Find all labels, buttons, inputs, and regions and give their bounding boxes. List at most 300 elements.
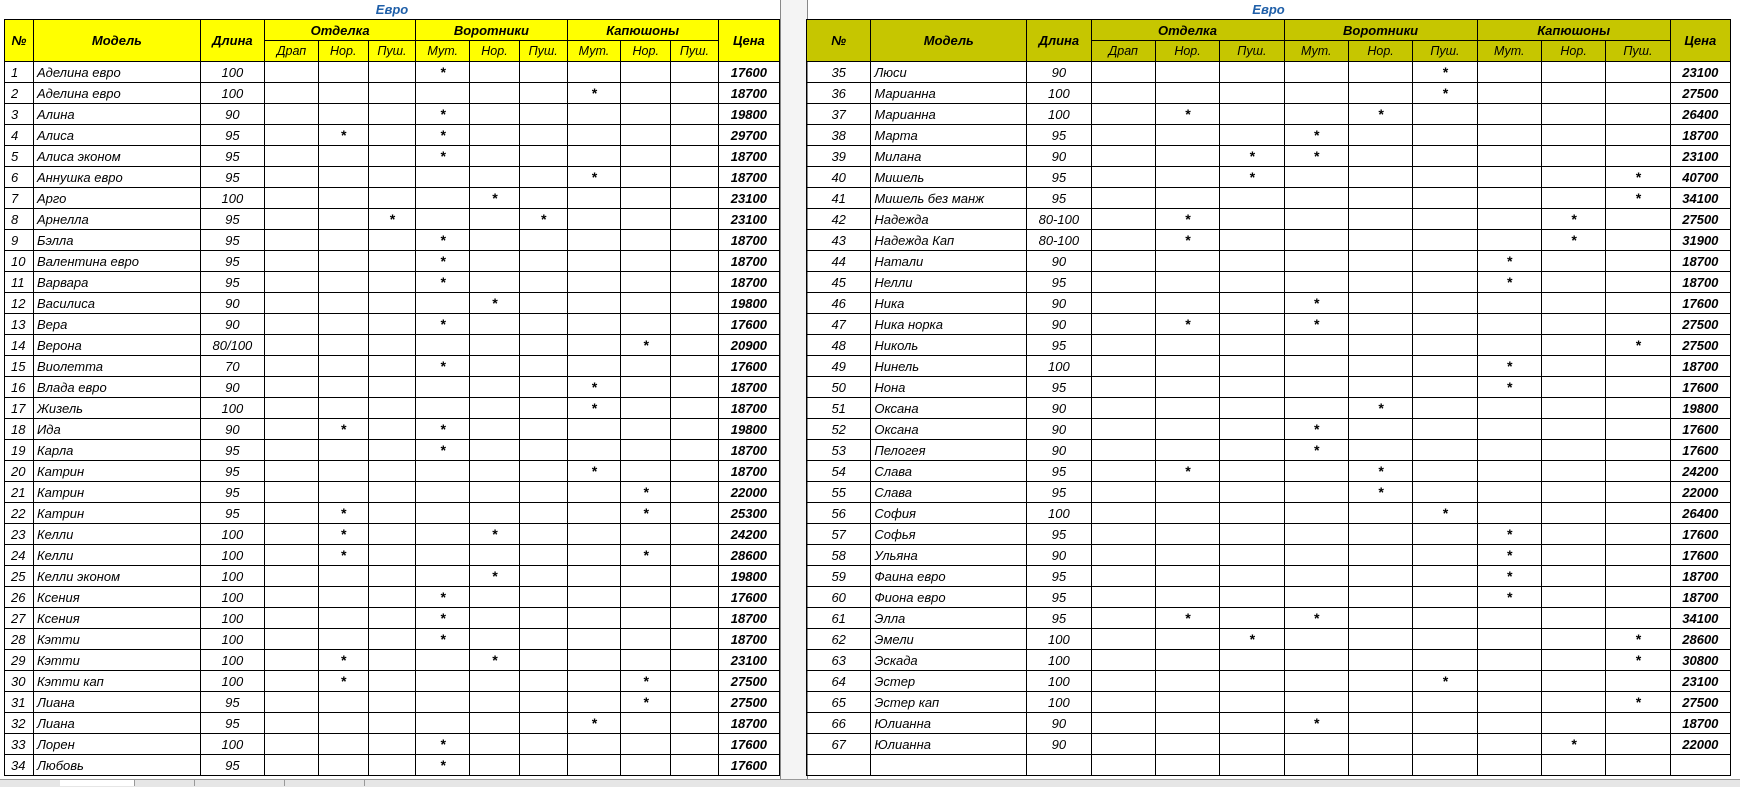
cell-option[interactable] — [567, 356, 621, 377]
cell-option[interactable]: * — [1220, 167, 1284, 188]
cell-option[interactable] — [519, 62, 567, 83]
cell-price[interactable]: 19800 — [718, 104, 779, 125]
cell-price[interactable]: 18700 — [1670, 125, 1730, 146]
cell-option[interactable] — [265, 377, 319, 398]
cell-option[interactable] — [1606, 293, 1670, 314]
cell-option[interactable] — [318, 356, 368, 377]
cell-option[interactable] — [368, 755, 416, 776]
cell-option[interactable]: * — [1606, 188, 1670, 209]
cell-number[interactable]: 24 — [5, 545, 34, 566]
cell-price[interactable]: 17600 — [1670, 440, 1730, 461]
cell-option[interactable] — [470, 104, 520, 125]
cell-option[interactable] — [621, 713, 671, 734]
cell-option[interactable] — [1284, 377, 1348, 398]
cell-model[interactable]: Надежда Кап — [871, 230, 1027, 251]
cell-option[interactable]: * — [1477, 251, 1541, 272]
cell-length[interactable]: 90 — [1027, 293, 1091, 314]
cell-option[interactable] — [1091, 524, 1155, 545]
cell-option[interactable]: * — [416, 629, 470, 650]
cell-number[interactable]: 47 — [807, 314, 871, 335]
cell-option[interactable] — [1477, 608, 1541, 629]
cell-number[interactable]: 4 — [5, 125, 34, 146]
cell-option[interactable] — [1477, 419, 1541, 440]
cell-option[interactable] — [1477, 482, 1541, 503]
cell-option[interactable] — [1284, 755, 1348, 776]
cell-option[interactable] — [621, 251, 671, 272]
cell-option[interactable] — [1413, 755, 1477, 776]
cell-option[interactable] — [368, 545, 416, 566]
cell-option[interactable] — [1541, 125, 1605, 146]
cell-length[interactable]: 95 — [200, 440, 264, 461]
cell-option[interactable] — [671, 419, 719, 440]
cell-option[interactable] — [621, 440, 671, 461]
cell-option[interactable] — [1220, 62, 1284, 83]
cell-price[interactable]: 27500 — [718, 692, 779, 713]
cell-model[interactable]: Эскада — [871, 650, 1027, 671]
cell-option[interactable] — [1155, 62, 1219, 83]
cell-length[interactable]: 90 — [200, 419, 264, 440]
cell-option[interactable]: * — [1155, 230, 1219, 251]
cell-option[interactable] — [1606, 461, 1670, 482]
column-header-model[interactable]: Модель — [871, 20, 1027, 62]
cell-option[interactable] — [1477, 104, 1541, 125]
cell-option[interactable] — [1155, 587, 1219, 608]
cell-option[interactable] — [1413, 650, 1477, 671]
cell-option[interactable] — [470, 608, 520, 629]
cell-option[interactable] — [671, 335, 719, 356]
cell-option[interactable]: * — [1477, 524, 1541, 545]
cell-option[interactable] — [1413, 566, 1477, 587]
cell-option[interactable] — [567, 692, 621, 713]
cell-price[interactable]: 20900 — [718, 335, 779, 356]
cell-model[interactable]: Любовь — [34, 755, 201, 776]
cell-option[interactable] — [1541, 566, 1605, 587]
cell-option[interactable] — [416, 398, 470, 419]
cell-option[interactable] — [567, 419, 621, 440]
cell-option[interactable]: * — [470, 524, 520, 545]
cell-option[interactable] — [1541, 482, 1605, 503]
cell-option[interactable]: * — [470, 650, 520, 671]
cell-option[interactable] — [318, 587, 368, 608]
cell-option[interactable] — [1477, 755, 1541, 776]
cell-number[interactable]: 54 — [807, 461, 871, 482]
cell-option[interactable]: * — [567, 713, 621, 734]
cell-option[interactable] — [1541, 440, 1605, 461]
cell-option[interactable] — [1348, 377, 1412, 398]
cell-option[interactable] — [1606, 503, 1670, 524]
cell-option[interactable] — [1220, 650, 1284, 671]
cell-option[interactable] — [1477, 293, 1541, 314]
cell-option[interactable] — [1155, 272, 1219, 293]
cell-option[interactable]: * — [318, 503, 368, 524]
cell-model[interactable]: Лиана — [34, 713, 201, 734]
cell-option[interactable]: * — [1284, 125, 1348, 146]
cell-option[interactable] — [621, 293, 671, 314]
cell-model[interactable]: Алиса — [34, 125, 201, 146]
cell-option[interactable]: * — [368, 209, 416, 230]
cell-number[interactable]: 37 — [807, 104, 871, 125]
cell-option[interactable] — [1541, 377, 1605, 398]
cell-model[interactable]: Карла — [34, 440, 201, 461]
cell-length[interactable]: 100 — [200, 608, 264, 629]
cell-option[interactable] — [1348, 629, 1412, 650]
cell-option[interactable] — [265, 293, 319, 314]
cell-option[interactable] — [1091, 566, 1155, 587]
cell-option[interactable] — [265, 629, 319, 650]
cell-option[interactable] — [1220, 524, 1284, 545]
cell-price[interactable]: 18700 — [1670, 356, 1730, 377]
cell-option[interactable]: * — [1477, 377, 1541, 398]
cell-option[interactable] — [519, 545, 567, 566]
column-subheader[interactable]: Нор. — [1348, 41, 1412, 62]
cell-option[interactable] — [1541, 167, 1605, 188]
cell-option[interactable] — [567, 209, 621, 230]
cell-length[interactable]: 100 — [200, 650, 264, 671]
cell-option[interactable]: * — [470, 188, 520, 209]
cell-option[interactable] — [1477, 146, 1541, 167]
cell-option[interactable] — [1348, 566, 1412, 587]
cell-option[interactable] — [265, 251, 319, 272]
cell-option[interactable] — [1220, 377, 1284, 398]
cell-option[interactable] — [318, 104, 368, 125]
cell-option[interactable] — [621, 62, 671, 83]
cell-length[interactable]: 95 — [1027, 167, 1091, 188]
cell-number[interactable]: 44 — [807, 251, 871, 272]
cell-number[interactable]: 31 — [5, 692, 34, 713]
cell-option[interactable]: * — [1284, 419, 1348, 440]
cell-number[interactable]: 38 — [807, 125, 871, 146]
cell-option[interactable]: * — [1477, 545, 1541, 566]
cell-option[interactable] — [1477, 188, 1541, 209]
cell-option[interactable] — [1091, 356, 1155, 377]
cell-option[interactable] — [1541, 419, 1605, 440]
cell-option[interactable] — [1606, 146, 1670, 167]
cell-option[interactable]: * — [1413, 62, 1477, 83]
cell-option[interactable] — [318, 734, 368, 755]
cell-option[interactable] — [1477, 671, 1541, 692]
cell-option[interactable] — [671, 650, 719, 671]
cell-option[interactable] — [567, 293, 621, 314]
cell-option[interactable] — [318, 209, 368, 230]
cell-length[interactable]: 95 — [200, 272, 264, 293]
cell-option[interactable] — [1413, 524, 1477, 545]
cell-option[interactable] — [1477, 503, 1541, 524]
cell-option[interactable] — [1477, 83, 1541, 104]
cell-number[interactable]: 3 — [5, 104, 34, 125]
cell-option[interactable]: * — [318, 524, 368, 545]
cell-option[interactable] — [671, 62, 719, 83]
cell-option[interactable] — [1413, 692, 1477, 713]
cell-option[interactable]: * — [1284, 608, 1348, 629]
cell-option[interactable] — [1348, 356, 1412, 377]
cell-length[interactable]: 95 — [200, 461, 264, 482]
cell-option[interactable] — [1091, 503, 1155, 524]
cell-price[interactable]: 28600 — [1670, 629, 1730, 650]
cell-option[interactable] — [1284, 167, 1348, 188]
cell-price[interactable]: 19800 — [718, 293, 779, 314]
cell-option[interactable] — [1284, 104, 1348, 125]
sheet-tab[interactable] — [194, 780, 285, 786]
column-subheader[interactable]: Пуш. — [1606, 41, 1670, 62]
cell-option[interactable] — [1477, 209, 1541, 230]
cell-length[interactable]: 90 — [200, 104, 264, 125]
cell-number[interactable]: 39 — [807, 146, 871, 167]
cell-price[interactable]: 18700 — [718, 398, 779, 419]
cell-option[interactable] — [265, 230, 319, 251]
cell-option[interactable] — [1220, 230, 1284, 251]
cell-option[interactable]: * — [1155, 209, 1219, 230]
cell-option[interactable] — [1477, 230, 1541, 251]
cell-model[interactable]: Аделина евро — [34, 83, 201, 104]
cell-option[interactable] — [671, 566, 719, 587]
cell-option[interactable] — [621, 608, 671, 629]
cell-number[interactable]: 36 — [807, 83, 871, 104]
cell-price[interactable]: 17600 — [718, 587, 779, 608]
cell-option[interactable] — [1220, 692, 1284, 713]
cell-option[interactable] — [1413, 104, 1477, 125]
cell-option[interactable] — [621, 272, 671, 293]
cell-option[interactable]: * — [1413, 503, 1477, 524]
cell-option[interactable] — [416, 650, 470, 671]
cell-option[interactable] — [519, 356, 567, 377]
cell-length[interactable]: 95 — [200, 167, 264, 188]
cell-option[interactable] — [470, 314, 520, 335]
cell-number[interactable]: 59 — [807, 566, 871, 587]
cell-option[interactable] — [671, 293, 719, 314]
cell-option[interactable] — [1477, 314, 1541, 335]
cell-option[interactable] — [265, 356, 319, 377]
cell-option[interactable] — [416, 83, 470, 104]
cell-option[interactable] — [1155, 734, 1219, 755]
cell-option[interactable] — [1220, 419, 1284, 440]
cell-model[interactable]: Люси — [871, 62, 1027, 83]
cell-length[interactable]: 90 — [1027, 419, 1091, 440]
cell-length[interactable]: 90 — [1027, 713, 1091, 734]
cell-length[interactable]: 100 — [200, 629, 264, 650]
cell-option[interactable]: * — [416, 104, 470, 125]
cell-option[interactable] — [265, 650, 319, 671]
cell-option[interactable] — [368, 419, 416, 440]
column-subheader[interactable]: Нор. — [1155, 41, 1219, 62]
cell-option[interactable] — [1541, 650, 1605, 671]
cell-option[interactable]: * — [1155, 314, 1219, 335]
cell-length[interactable]: 100 — [1027, 503, 1091, 524]
cell-option[interactable] — [567, 146, 621, 167]
cell-price[interactable]: 18700 — [1670, 566, 1730, 587]
cell-option[interactable] — [519, 482, 567, 503]
cell-model[interactable]: Кэтти кап — [34, 671, 201, 692]
cell-option[interactable] — [519, 125, 567, 146]
cell-length[interactable]: 80/100 — [200, 335, 264, 356]
cell-option[interactable] — [265, 671, 319, 692]
cell-option[interactable] — [1220, 608, 1284, 629]
cell-option[interactable] — [1155, 83, 1219, 104]
cell-number[interactable]: 22 — [5, 503, 34, 524]
cell-option[interactable] — [621, 629, 671, 650]
cell-option[interactable] — [1477, 125, 1541, 146]
cell-option[interactable] — [368, 251, 416, 272]
cell-option[interactable] — [519, 608, 567, 629]
cell-option[interactable] — [1284, 734, 1348, 755]
cell-option[interactable]: * — [1284, 314, 1348, 335]
cell-option[interactable] — [1541, 587, 1605, 608]
cell-option[interactable] — [1348, 209, 1412, 230]
cell-option[interactable] — [1091, 692, 1155, 713]
cell-model[interactable]: Алиса эконом — [34, 146, 201, 167]
cell-option[interactable]: * — [1348, 461, 1412, 482]
cell-length[interactable]: 90 — [1027, 545, 1091, 566]
cell-option[interactable] — [1606, 545, 1670, 566]
cell-option[interactable] — [318, 692, 368, 713]
cell-number[interactable]: 40 — [807, 167, 871, 188]
cell-option[interactable] — [621, 734, 671, 755]
cell-option[interactable] — [470, 587, 520, 608]
cell-option[interactable]: * — [416, 608, 470, 629]
cell-option[interactable] — [1220, 209, 1284, 230]
cell-option[interactable] — [567, 503, 621, 524]
cell-option[interactable] — [318, 188, 368, 209]
cell-length[interactable]: 95 — [200, 251, 264, 272]
cell-option[interactable] — [265, 503, 319, 524]
cell-option[interactable] — [368, 713, 416, 734]
cell-option[interactable] — [1541, 608, 1605, 629]
column-subheader[interactable]: Нор. — [470, 41, 520, 62]
cell-option[interactable] — [1284, 251, 1348, 272]
cell-option[interactable] — [1284, 566, 1348, 587]
cell-price[interactable]: 19800 — [1670, 398, 1730, 419]
cell-price[interactable]: 17600 — [718, 62, 779, 83]
cell-option[interactable] — [368, 230, 416, 251]
cell-length[interactable]: 95 — [1027, 272, 1091, 293]
cell-option[interactable] — [671, 692, 719, 713]
cell-option[interactable] — [671, 377, 719, 398]
column-header-price[interactable]: Цена — [1670, 20, 1730, 62]
cell-length[interactable]: 70 — [200, 356, 264, 377]
cell-option[interactable] — [519, 734, 567, 755]
cell-option[interactable] — [368, 83, 416, 104]
cell-price[interactable]: 18700 — [1670, 251, 1730, 272]
cell-model[interactable]: Катрин — [34, 482, 201, 503]
cell-option[interactable] — [318, 146, 368, 167]
cell-model[interactable]: Ника — [871, 293, 1027, 314]
cell-number[interactable]: 29 — [5, 650, 34, 671]
cell-model[interactable]: Юлианна — [871, 713, 1027, 734]
cell-option[interactable] — [621, 587, 671, 608]
cell-option[interactable] — [621, 419, 671, 440]
cell-option[interactable] — [368, 440, 416, 461]
cell-price[interactable]: 18700 — [718, 461, 779, 482]
column-group-header[interactable]: Капюшоны — [567, 20, 718, 41]
cell-number[interactable]: 48 — [807, 335, 871, 356]
cell-option[interactable] — [1348, 650, 1412, 671]
cell-option[interactable] — [318, 335, 368, 356]
cell-option[interactable] — [621, 104, 671, 125]
cell-model[interactable]: Келли эконом — [34, 566, 201, 587]
cell-option[interactable] — [1220, 671, 1284, 692]
cell-length[interactable]: 95 — [200, 146, 264, 167]
cell-length[interactable]: 95 — [200, 713, 264, 734]
cell-number[interactable]: 11 — [5, 272, 34, 293]
cell-option[interactable] — [621, 650, 671, 671]
cell-model[interactable]: Лорен — [34, 734, 201, 755]
cell-option[interactable] — [368, 734, 416, 755]
cell-number[interactable]: 6 — [5, 167, 34, 188]
cell-option[interactable] — [519, 692, 567, 713]
cell-option[interactable] — [265, 104, 319, 125]
cell-option[interactable] — [416, 209, 470, 230]
cell-option[interactable] — [1541, 293, 1605, 314]
cell-model[interactable]: Оксана — [871, 419, 1027, 440]
cell-number[interactable]: 50 — [807, 377, 871, 398]
cell-option[interactable] — [1091, 440, 1155, 461]
column-subheader[interactable]: Мут. — [1284, 41, 1348, 62]
cell-option[interactable] — [1606, 230, 1670, 251]
cell-option[interactable] — [519, 671, 567, 692]
cell-option[interactable] — [1348, 167, 1412, 188]
cell-option[interactable] — [567, 251, 621, 272]
cell-option[interactable] — [1541, 755, 1605, 776]
cell-price[interactable]: 18700 — [718, 83, 779, 104]
cell-option[interactable] — [1220, 293, 1284, 314]
cell-option[interactable] — [368, 503, 416, 524]
cell-option[interactable]: * — [1477, 272, 1541, 293]
cell-length[interactable]: 95 — [200, 755, 264, 776]
cell-option[interactable] — [1413, 209, 1477, 230]
cell-option[interactable]: * — [416, 356, 470, 377]
cell-option[interactable] — [1091, 293, 1155, 314]
cell-option[interactable]: * — [318, 545, 368, 566]
cell-option[interactable] — [1091, 398, 1155, 419]
cell-option[interactable] — [567, 335, 621, 356]
cell-model[interactable]: Ида — [34, 419, 201, 440]
cell-option[interactable] — [1477, 62, 1541, 83]
cell-option[interactable] — [1413, 293, 1477, 314]
cell-option[interactable] — [368, 335, 416, 356]
cell-model[interactable]: Нона — [871, 377, 1027, 398]
cell-number[interactable]: 46 — [807, 293, 871, 314]
cell-option[interactable]: * — [1348, 398, 1412, 419]
cell-price[interactable]: 27500 — [1670, 209, 1730, 230]
cell-option[interactable] — [1541, 356, 1605, 377]
cell-price[interactable]: 18700 — [718, 377, 779, 398]
column-header-number[interactable]: № — [5, 20, 34, 62]
cell-option[interactable] — [1091, 545, 1155, 566]
cell-option[interactable] — [1091, 482, 1155, 503]
cell-price[interactable]: 18700 — [718, 230, 779, 251]
cell-option[interactable] — [519, 314, 567, 335]
cell-option[interactable] — [318, 566, 368, 587]
cell-option[interactable]: * — [416, 419, 470, 440]
cell-option[interactable] — [1220, 566, 1284, 587]
cell-number[interactable]: 5 — [5, 146, 34, 167]
cell-price[interactable]: 26400 — [1670, 503, 1730, 524]
cell-price[interactable]: 17600 — [1670, 293, 1730, 314]
cell-option[interactable] — [416, 713, 470, 734]
cell-option[interactable] — [1091, 335, 1155, 356]
cell-price[interactable]: 29700 — [718, 125, 779, 146]
cell-option[interactable] — [1348, 755, 1412, 776]
cell-option[interactable] — [1477, 398, 1541, 419]
cell-price[interactable]: 27500 — [1670, 83, 1730, 104]
cell-length[interactable]: 95 — [200, 482, 264, 503]
cell-option[interactable]: * — [470, 293, 520, 314]
cell-option[interactable]: * — [318, 419, 368, 440]
cell-price[interactable]: 18700 — [718, 251, 779, 272]
cell-number[interactable]: 32 — [5, 713, 34, 734]
cell-option[interactable] — [1220, 755, 1284, 776]
cell-model[interactable]: Слава — [871, 482, 1027, 503]
cell-option[interactable] — [1413, 146, 1477, 167]
